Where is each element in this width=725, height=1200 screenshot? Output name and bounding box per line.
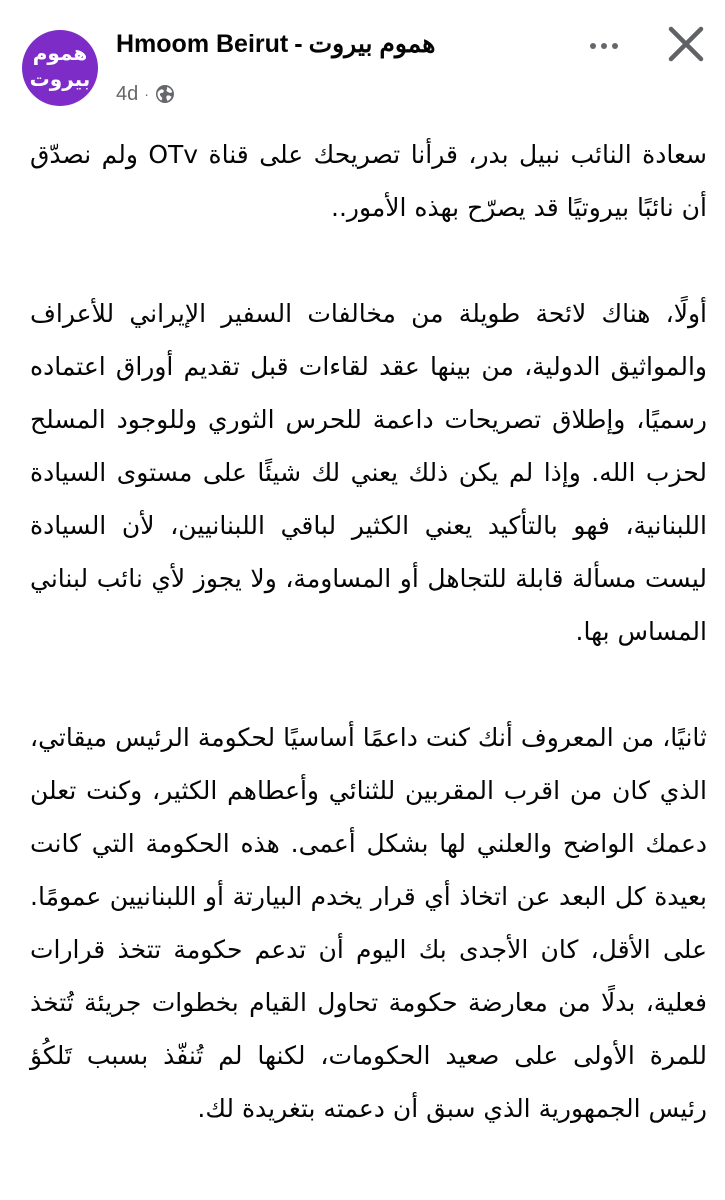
- more-horizontal-icon: [601, 43, 607, 49]
- page-name-latin[interactable]: Hmoom Beirut: [116, 30, 289, 58]
- close-button[interactable]: [664, 22, 708, 66]
- post-timestamp[interactable]: 4d: [116, 82, 139, 105]
- post-header: [0, 0, 725, 120]
- globe-icon[interactable]: [155, 84, 175, 104]
- more-horizontal-icon: [612, 43, 618, 49]
- page-avatar[interactable]: [22, 30, 98, 106]
- more-horizontal-icon: [590, 43, 596, 49]
- post-paragraph: ثانيًا، من المعروف أنك كنت داعمًا أساسيًا لحكومة الرئيس ميقاتي، الذي كان من اقرب المقربين للثنائي وأعطاهم الكثير، وكنت تعلن دعمك الواضح والعلني لها بشكل أعمى. هذه الحكومة التي كانت بعيدة كل البعد عن اتخاذ أي قرار يخدم البيارتة أو اللبنانيين عمومًا. على الأقل، كان الأجدى بك اليوم أن تدعم حكومة تتخذ قرارات فعلية، بدلًا من معارضة حكومة تحاول القيام بخطوات جريئة تُتخذ للمرة الأولى على صعيد الحكومات، لكنها لم تُنفّذ بسبب تَلكُؤ رئيس الجمهورية الذي سبق أن دعمته بتغريدة لك.: [30, 723, 707, 1123]
- more-options-button[interactable]: [584, 26, 624, 66]
- post-text: [30, 128, 707, 1135]
- close-icon: [664, 22, 708, 66]
- page-name[interactable]: [116, 28, 435, 60]
- avatar-logo-text: هموم بيروت: [29, 41, 91, 91]
- meta-separator: ·: [144, 86, 149, 102]
- page-name-separator: -: [294, 30, 303, 58]
- page-name-arabic[interactable]: هموم بيروت: [308, 30, 436, 58]
- post-paragraph: سعادة النائب نبيل بدر، قرأنا تصريحك على قناة OTv ولم نصدّق أن نائبًا بيروتيًا قد يصرّح بهذه الأمور..: [30, 140, 707, 222]
- post-paragraph: أولًا، هناك لائحة طويلة من مخالفات السفير الإيراني للأعراف والمواثيق الدولية، من بينها عقد لقاءات قبل تقديم أوراق اعتماده رسميًا، وإطلاق تصريحات داعمة للحرس الثوري وللوجود المسلح لحزب الله. وإذا لم يكن ذلك يعني لك شيئًا على مستوى السيادة اللبنانية، فهو بالتأكيد يعني الكثير لباقي اللبنانيين، لأن السيادة ليست مسألة قابلة للتجاهل أو المساومة، ولا يجوز لأي نائب لبناني المساس بها.: [30, 299, 707, 646]
- post-meta: [116, 82, 175, 106]
